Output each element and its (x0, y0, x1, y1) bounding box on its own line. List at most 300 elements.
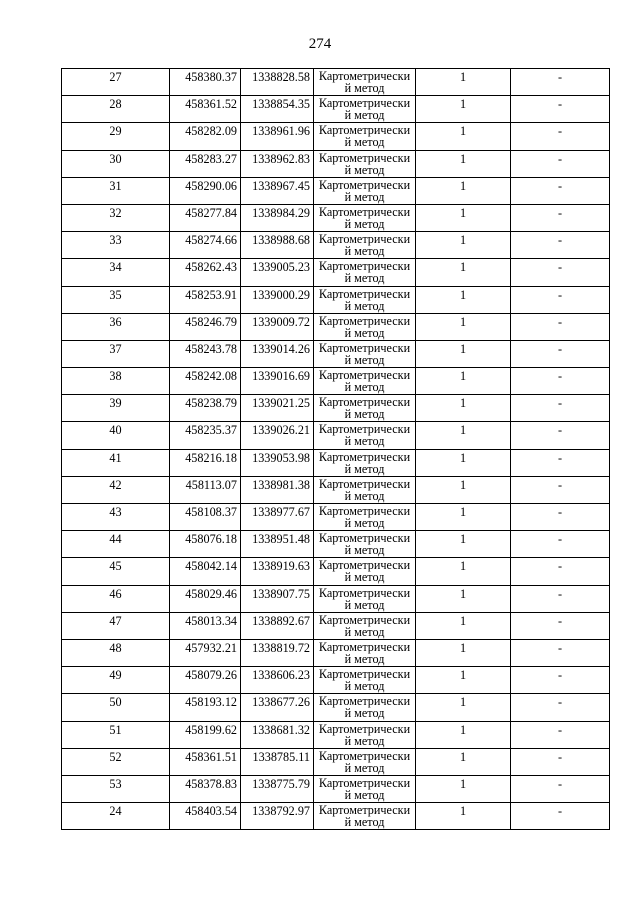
y-coordinate-cell (241, 232, 314, 259)
point-number-cell (62, 803, 170, 830)
y-coordinate: 1338907.75 (252, 586, 310, 601)
accuracy-value: 1 (459, 505, 467, 519)
description-cell (511, 449, 610, 476)
x-coordinate: 458243.78 (185, 341, 237, 356)
description-value: - (557, 124, 563, 139)
x-coordinate-cell (170, 232, 241, 259)
description-cell (511, 177, 610, 204)
y-coordinate: 1338962.83 (252, 151, 310, 166)
point-number: 33 (109, 233, 122, 248)
accuracy-value: 1 (459, 260, 467, 275)
accuracy-cell (416, 232, 511, 259)
point-number: 28 (109, 97, 122, 112)
x-coordinate: 458193.12 (185, 695, 237, 710)
accuracy-value: 1 (459, 477, 467, 492)
method-text-line2: й метод (344, 760, 385, 775)
description-value: - (557, 776, 563, 791)
x-coordinate-cell (170, 177, 241, 204)
point-number: 32 (109, 205, 122, 220)
method-cell (314, 667, 416, 694)
point-number: 43 (109, 505, 122, 519)
accuracy-value: 1 (459, 668, 467, 683)
y-coordinate: 1338984.29 (252, 205, 310, 220)
point-number: 27 (109, 70, 122, 84)
description-value: - (557, 423, 563, 438)
description-value: - (557, 151, 563, 166)
y-coordinate-cell (241, 177, 314, 204)
accuracy-value: 1 (459, 124, 467, 139)
x-coordinate: 458042.14 (185, 559, 237, 574)
y-coordinate: 1338606.23 (252, 668, 310, 683)
method-text-line2: й метод (344, 108, 385, 123)
point-number-cell (62, 313, 170, 340)
method-text-line2: й метод (344, 189, 385, 204)
description-value: - (557, 396, 563, 411)
description-cell (511, 204, 610, 231)
y-coordinate-cell (241, 639, 314, 666)
table-row (62, 150, 610, 177)
point-number-cell (62, 612, 170, 639)
accuracy-cell (416, 639, 511, 666)
method-text-line2: й метод (344, 597, 385, 612)
method-text-line1: Картометрически (318, 259, 411, 274)
accuracy-cell (416, 286, 511, 313)
x-coordinate-cell (170, 775, 241, 802)
method-text-line2: й метод (344, 815, 385, 830)
y-coordinate: 1338981.38 (252, 477, 310, 492)
point-number-cell (62, 721, 170, 748)
accuracy-cell (416, 449, 511, 476)
accuracy-cell (416, 721, 511, 748)
description-value: - (557, 559, 563, 574)
description-cell (511, 504, 610, 531)
method-text-line1: Картометрически (318, 612, 411, 627)
x-coordinate-cell (170, 204, 241, 231)
point-number: 44 (109, 532, 122, 547)
method-cell (314, 721, 416, 748)
point-number-cell (62, 96, 170, 123)
point-number-cell (62, 748, 170, 775)
x-coordinate: 457932.21 (185, 640, 237, 655)
y-coordinate: 1338828.58 (252, 70, 310, 84)
y-coordinate: 1338677.26 (252, 695, 310, 710)
y-coordinate-cell (241, 558, 314, 585)
method-text-line2: й метод (344, 624, 385, 639)
method-text-line1: Картометрически (318, 123, 411, 138)
point-number-cell (62, 340, 170, 367)
x-coordinate-cell (170, 313, 241, 340)
coordinates-table (61, 68, 610, 830)
x-coordinate-cell (170, 558, 241, 585)
y-coordinate-cell (241, 286, 314, 313)
table-row (62, 748, 610, 775)
method-text-line2: й метод (344, 162, 385, 177)
point-number-cell (62, 694, 170, 721)
description-cell (511, 775, 610, 802)
x-coordinate-cell (170, 340, 241, 367)
method-text-line1: Картометрически (318, 449, 411, 464)
point-number-cell (62, 150, 170, 177)
method-text-line1: Картометрически (318, 313, 411, 328)
description-value: - (557, 341, 563, 356)
x-coordinate: 458235.37 (185, 423, 237, 438)
description-cell (511, 286, 610, 313)
description-cell (511, 748, 610, 775)
table-row (62, 395, 610, 422)
point-number-cell (62, 639, 170, 666)
point-number-cell (62, 259, 170, 286)
description-cell (511, 721, 610, 748)
point-number: 24 (109, 804, 122, 819)
table-row (62, 558, 610, 585)
description-value: - (557, 505, 563, 519)
table-row (62, 803, 610, 830)
method-text-line1: Картометрически (318, 395, 411, 410)
description-value: - (557, 97, 563, 112)
accuracy-cell (416, 96, 511, 123)
description-cell (511, 639, 610, 666)
point-number: 40 (109, 423, 122, 438)
accuracy-value: 1 (459, 450, 467, 465)
y-coordinate-cell (241, 504, 314, 531)
description-cell (511, 667, 610, 694)
point-number: 38 (109, 369, 122, 384)
method-text-line2: й метод (344, 216, 385, 231)
description-value: - (557, 260, 563, 275)
description-value: - (557, 613, 563, 628)
accuracy-value: 1 (459, 749, 467, 764)
method-text-line2: й метод (344, 271, 385, 286)
point-number-cell (62, 69, 170, 96)
table-row (62, 476, 610, 503)
x-coordinate: 458361.51 (185, 749, 237, 764)
method-text-line2: й метод (344, 787, 385, 802)
x-coordinate: 458290.06 (185, 178, 237, 193)
accuracy-cell (416, 531, 511, 558)
y-coordinate-cell (241, 395, 314, 422)
table-row (62, 775, 610, 802)
accuracy-cell (416, 395, 511, 422)
description-cell (511, 69, 610, 96)
description-value: - (557, 695, 563, 710)
method-text-line1: Картометрически (318, 803, 411, 818)
point-number: 34 (109, 260, 122, 275)
method-cell (314, 476, 416, 503)
accuracy-cell (416, 585, 511, 612)
method-cell (314, 585, 416, 612)
table-row (62, 259, 610, 286)
point-number-cell (62, 368, 170, 395)
x-coordinate-cell (170, 585, 241, 612)
accuracy-cell (416, 667, 511, 694)
accuracy-cell (416, 504, 511, 531)
description-cell (511, 694, 610, 721)
x-coordinate-cell (170, 69, 241, 96)
y-coordinate-cell (241, 748, 314, 775)
table-row (62, 422, 610, 449)
table-row (62, 531, 610, 558)
y-coordinate: 1338854.35 (252, 97, 310, 112)
description-cell (511, 531, 610, 558)
point-number: 37 (109, 341, 122, 356)
accuracy-value: 1 (459, 804, 467, 819)
method-cell (314, 313, 416, 340)
y-coordinate: 1338919.63 (252, 559, 310, 574)
method-text-line1: Картометрически (318, 531, 411, 546)
method-cell (314, 775, 416, 802)
method-text-line1: Картометрически (318, 476, 411, 491)
table-row (62, 96, 610, 123)
point-number: 35 (109, 287, 122, 302)
x-coordinate: 458079.26 (185, 668, 237, 683)
method-cell (314, 531, 416, 558)
y-coordinate-cell (241, 476, 314, 503)
y-coordinate-cell (241, 585, 314, 612)
x-coordinate-cell (170, 476, 241, 503)
y-coordinate-cell (241, 803, 314, 830)
accuracy-value: 1 (459, 396, 467, 411)
accuracy-value: 1 (459, 70, 467, 84)
x-coordinate: 458378.83 (185, 776, 237, 791)
description-cell (511, 150, 610, 177)
x-coordinate: 458238.79 (185, 396, 237, 411)
method-text-line1: Картометрически (318, 340, 411, 355)
description-cell (511, 313, 610, 340)
method-text-line2: й метод (344, 407, 385, 422)
method-text-line1: Картометрически (318, 422, 411, 437)
method-text-line2: й метод (344, 488, 385, 503)
y-coordinate-cell (241, 96, 314, 123)
accuracy-cell (416, 748, 511, 775)
description-value: - (557, 233, 563, 248)
table-row (62, 340, 610, 367)
y-coordinate-cell (241, 667, 314, 694)
point-number: 29 (109, 124, 122, 139)
description-cell (511, 422, 610, 449)
x-coordinate: 458242.08 (185, 369, 237, 384)
x-coordinate-cell (170, 803, 241, 830)
method-text-line2: й метод (344, 570, 385, 585)
table-row (62, 504, 610, 531)
y-coordinate: 1339009.72 (252, 314, 310, 329)
point-number: 30 (109, 151, 122, 166)
method-text-line2: й метод (344, 733, 385, 748)
y-coordinate: 1338785.11 (252, 749, 310, 764)
point-number-cell (62, 775, 170, 802)
accuracy-cell (416, 150, 511, 177)
y-coordinate: 1338892.67 (252, 613, 310, 628)
method-text-line2: й метод (344, 706, 385, 721)
point-number: 52 (109, 749, 122, 764)
point-number: 48 (109, 640, 122, 655)
x-coordinate-cell (170, 721, 241, 748)
y-coordinate: 1339000.29 (252, 287, 310, 302)
method-cell (314, 504, 416, 531)
point-number-cell (62, 422, 170, 449)
y-coordinate-cell (241, 368, 314, 395)
accuracy-value: 1 (459, 586, 467, 601)
method-cell (314, 96, 416, 123)
method-cell (314, 204, 416, 231)
description-value: - (557, 749, 563, 764)
x-coordinate: 458262.43 (185, 260, 237, 275)
y-coordinate: 1339016.69 (252, 369, 310, 384)
point-number: 42 (109, 477, 122, 492)
method-cell (314, 259, 416, 286)
method-text-line1: Картометрически (318, 150, 411, 165)
accuracy-value: 1 (459, 423, 467, 438)
x-coordinate-cell (170, 368, 241, 395)
y-coordinate: 1338988.68 (252, 233, 310, 248)
method-cell (314, 449, 416, 476)
method-text-line2: й метод (344, 543, 385, 558)
method-cell (314, 232, 416, 259)
method-text-line2: й метод (344, 434, 385, 449)
y-coordinate: 1338681.32 (252, 722, 310, 737)
accuracy-value: 1 (459, 613, 467, 628)
method-text-line1: Картометрически (318, 368, 411, 383)
y-coordinate: 1339021.25 (252, 396, 310, 411)
method-text-line2: й метод (344, 135, 385, 150)
accuracy-cell (416, 558, 511, 585)
table-row (62, 313, 610, 340)
y-coordinate: 1339014.26 (252, 341, 310, 356)
method-cell (314, 612, 416, 639)
x-coordinate-cell (170, 395, 241, 422)
method-text-line1: Картометрически (318, 639, 411, 654)
table-row (62, 177, 610, 204)
point-number: 51 (109, 722, 122, 737)
method-text-line2: й метод (344, 298, 385, 313)
accuracy-cell (416, 69, 511, 96)
point-number: 53 (109, 776, 122, 791)
method-text-line1: Картометрически (318, 232, 411, 247)
table-row (62, 368, 610, 395)
description-value: - (557, 640, 563, 655)
method-text-line2: й метод (344, 461, 385, 476)
x-coordinate: 458246.79 (185, 314, 237, 329)
y-coordinate-cell (241, 531, 314, 558)
y-coordinate-cell (241, 259, 314, 286)
point-number-cell (62, 177, 170, 204)
x-coordinate: 458029.46 (185, 586, 237, 601)
method-cell (314, 422, 416, 449)
accuracy-value: 1 (459, 287, 467, 302)
table-row (62, 612, 610, 639)
accuracy-value: 1 (459, 369, 467, 384)
method-text-line1: Картометрически (318, 775, 411, 790)
description-value: - (557, 287, 563, 302)
y-coordinate: 1338967.45 (252, 178, 310, 193)
coordinates-table-body (62, 69, 610, 830)
description-value: - (557, 668, 563, 683)
accuracy-cell (416, 803, 511, 830)
method-text-line2: й метод (344, 81, 385, 95)
description-value: - (557, 178, 563, 193)
x-coordinate: 458113.07 (185, 477, 237, 492)
method-text-line2: й метод (344, 325, 385, 340)
x-coordinate-cell (170, 667, 241, 694)
x-coordinate-cell (170, 96, 241, 123)
method-text-line1: Картометрически (318, 585, 411, 600)
accuracy-value: 1 (459, 532, 467, 547)
method-cell (314, 803, 416, 830)
point-number: 45 (109, 559, 122, 574)
x-coordinate: 458277.84 (185, 205, 237, 220)
method-text-line2: й метод (344, 679, 385, 694)
y-coordinate: 1338792.97 (252, 804, 310, 819)
description-cell (511, 395, 610, 422)
description-value: - (557, 586, 563, 601)
y-coordinate-cell (241, 123, 314, 150)
description-value: - (557, 205, 563, 220)
method-cell (314, 286, 416, 313)
x-coordinate: 458403.54 (185, 804, 237, 819)
description-cell (511, 96, 610, 123)
y-coordinate: 1338977.67 (252, 505, 310, 519)
y-coordinate-cell (241, 150, 314, 177)
table-row (62, 585, 610, 612)
point-number-cell (62, 476, 170, 503)
point-number-cell (62, 531, 170, 558)
accuracy-cell (416, 340, 511, 367)
y-coordinate-cell (241, 204, 314, 231)
x-coordinate-cell (170, 449, 241, 476)
point-number-cell (62, 504, 170, 531)
point-number-cell (62, 204, 170, 231)
accuracy-cell (416, 476, 511, 503)
accuracy-value: 1 (459, 695, 467, 710)
point-number-cell (62, 232, 170, 259)
x-coordinate-cell (170, 286, 241, 313)
description-cell (511, 803, 610, 830)
y-coordinate: 1338961.96 (252, 124, 310, 139)
x-coordinate-cell (170, 422, 241, 449)
y-coordinate-cell (241, 69, 314, 96)
description-cell (511, 259, 610, 286)
point-number-cell (62, 449, 170, 476)
x-coordinate: 458199.62 (185, 722, 237, 737)
x-coordinate-cell (170, 150, 241, 177)
y-coordinate-cell (241, 775, 314, 802)
method-cell (314, 748, 416, 775)
point-number: 39 (109, 396, 122, 411)
method-text-line1: Картометрически (318, 721, 411, 736)
point-number-cell (62, 667, 170, 694)
table-row (62, 449, 610, 476)
accuracy-value: 1 (459, 178, 467, 193)
description-value: - (557, 450, 563, 465)
table-row (62, 694, 610, 721)
accuracy-cell (416, 775, 511, 802)
accuracy-value: 1 (459, 314, 467, 329)
accuracy-cell (416, 694, 511, 721)
method-text-line1: Картометрически (318, 504, 411, 518)
method-text-line1: Картометрически (318, 177, 411, 192)
description-cell (511, 232, 610, 259)
description-value: - (557, 314, 563, 329)
description-value: - (557, 70, 563, 84)
table-row (62, 286, 610, 313)
description-value: - (557, 804, 563, 819)
accuracy-value: 1 (459, 640, 467, 655)
method-cell (314, 69, 416, 96)
x-coordinate-cell (170, 531, 241, 558)
method-cell (314, 558, 416, 585)
point-number-cell (62, 395, 170, 422)
point-number: 50 (109, 695, 122, 710)
accuracy-value: 1 (459, 722, 467, 737)
